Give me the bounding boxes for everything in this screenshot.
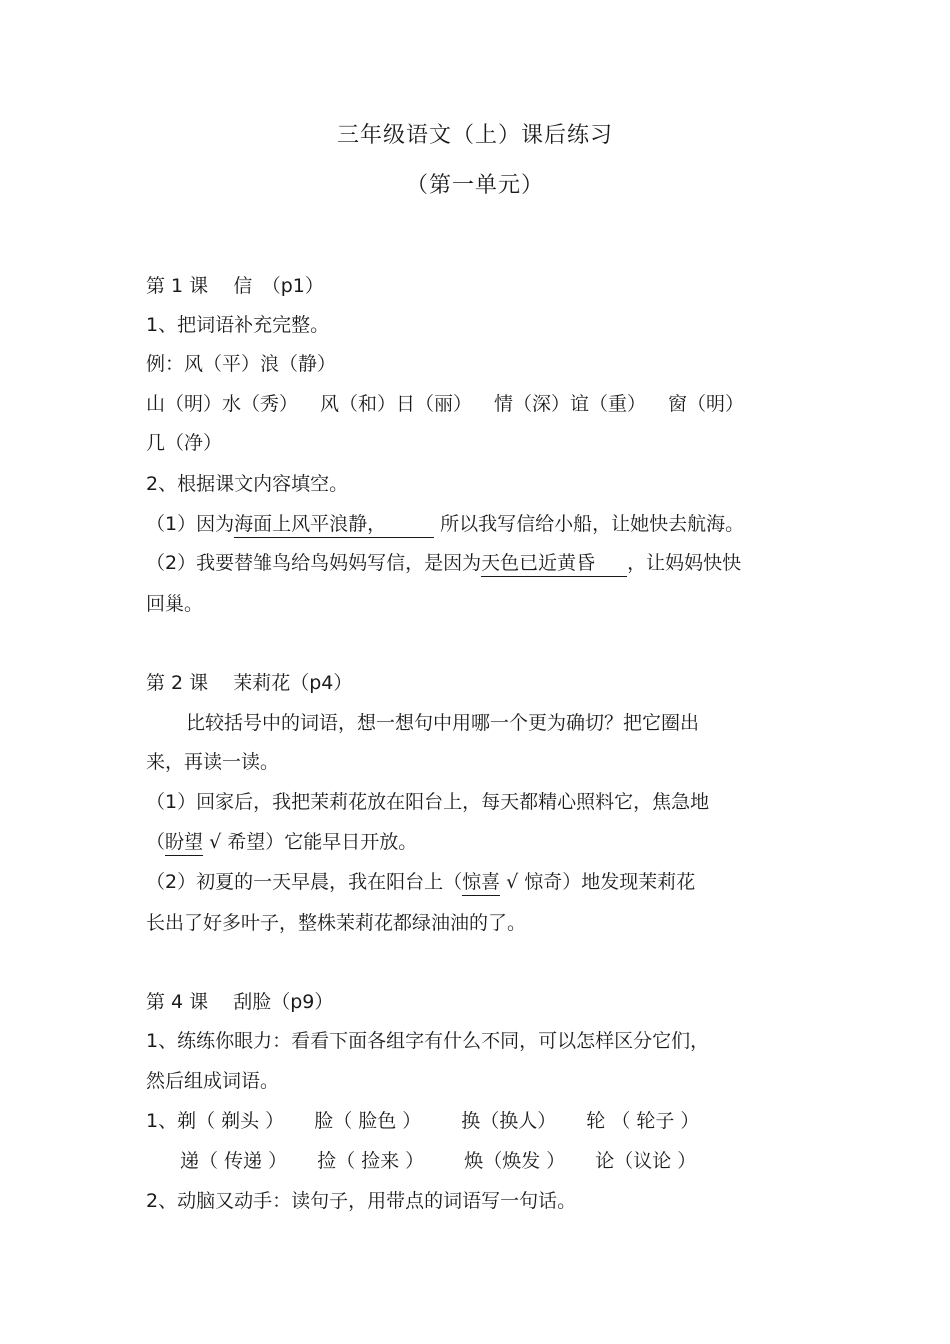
lesson2-sentence-1: （1）回家后，我把茉莉花放在阳台上，每天都精心照料它，焦急地 [146, 791, 710, 813]
word-group: 轮 （ 轮子 ） [586, 1110, 700, 1132]
lesson2-heading: 第 2 课 茉莉花（p4） [146, 672, 353, 694]
lesson1-q1-answers-wrap: 几（净） [146, 432, 223, 454]
fill-in-answer: 天色已近黄昏 [481, 550, 627, 577]
lesson4-word-row-1: 1、剃（ 剃头 ） 脸（ 脸色 ） 换（换人） 轮 （ 轮子 ） [146, 1110, 700, 1132]
lesson1-q2-sentence-1: （1）因为海面上风平浪静， 所以我写信给小船，让她快去航海。 [146, 510, 816, 538]
lesson1-q2-sentence-2: （2）我要替雏鸟给鸟妈妈写信，是因为天色已近黄昏 ，让妈妈快快 [146, 549, 816, 577]
lesson2-sentence-1-wrap: （盼望 √ 希望）它能早日开放。 [146, 828, 816, 856]
lesson4-word-row-2 [180, 1147, 850, 1175]
fill-in-answer: 海面上风平浪静， [234, 511, 434, 538]
answer-item: 山（明）水（秀） [146, 393, 299, 415]
lesson2-instruction: 比较括号中的词语，想一想句中用哪一个更为确切？把它圈出 [186, 712, 700, 734]
lesson1-q2-sentence-2-wrap: 回巢。 [146, 593, 204, 615]
lesson2-sentence-2-wrap: 长出了好多叶子，整株茉莉花都绿油油的了。 [146, 912, 527, 934]
answer-item: 情（深）谊（重） [494, 393, 647, 415]
word-group: 递（ 传递 ） [180, 1150, 288, 1172]
lesson4-q1-title-wrap: 然后组成词语。 [146, 1070, 280, 1092]
word-group: 换（换人） [461, 1110, 557, 1132]
lesson1-q1-title: 1、把词语补充完整。 [146, 314, 330, 336]
lesson1-heading: 第 1 课 信 （p1） [146, 275, 324, 297]
lesson2-instruction-wrap: 来，再读一读。 [146, 751, 280, 773]
word-group: 剃（ 剃头 ） [177, 1110, 285, 1132]
lesson1-q1-answers [146, 390, 816, 418]
circled-choice: 盼望 [165, 829, 203, 856]
word-group: 捡（ 捡来 ） [317, 1150, 425, 1172]
lesson1-q2-title: 2、根据课文内容填空。 [146, 473, 349, 495]
word-group: 脸（ 脸色 ） [314, 1110, 422, 1132]
word-group: 焕（焕发 ） [464, 1150, 566, 1172]
unit-subtitle: （第一单元） [405, 173, 544, 198]
lesson2-sentence-2: （2）初夏的一天早晨，我在阳台上（惊喜 √ 惊奇）地发现茉莉花 [146, 868, 816, 896]
lesson4-q2-title: 2、动脑又动手：读句子，用带点的词语写一句话。 [146, 1190, 577, 1212]
answer-item: 风（和）日（丽） [320, 393, 473, 415]
word-group: 论（议论 ） [595, 1150, 697, 1172]
answer-item: 窗（明） [668, 393, 745, 415]
page-title: 三年级语文（上）课后练习 [336, 123, 613, 148]
lesson4-heading: 第 4 课 刮脸（p9） [146, 991, 334, 1013]
lesson4-q1-title: 1、练练你眼力：看看下面各组字有什么不同，可以怎样区分它们， [146, 1030, 710, 1052]
circled-choice: 惊喜 [462, 869, 500, 896]
lesson1-q1-example: 例：风（平）浪（静） [146, 353, 337, 375]
